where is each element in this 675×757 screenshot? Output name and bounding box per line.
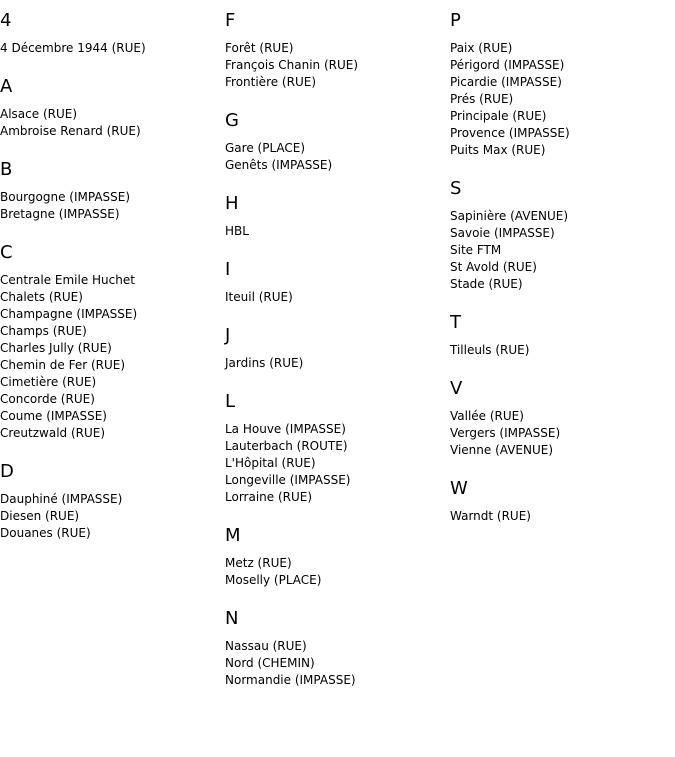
street-name: Lauterbach (ROUTE) xyxy=(225,439,348,453)
street-name: Normandie (IMPASSE) xyxy=(225,673,356,687)
street-list xyxy=(0,40,225,57)
street-name: Puits Max (RUE) xyxy=(450,143,546,157)
street-name: Creutzwald (RUE) xyxy=(0,426,106,440)
street-name: Lorraine (RUE) xyxy=(225,490,313,504)
street-list xyxy=(225,289,450,306)
letter-group xyxy=(450,9,675,159)
index-column xyxy=(0,9,225,560)
street-name: Bourgogne (IMPASSE) xyxy=(0,190,131,204)
letter-group xyxy=(225,258,450,306)
street-list xyxy=(225,40,450,91)
letter-group xyxy=(450,377,675,459)
letter-group xyxy=(0,75,225,140)
street-name: St Avold (RUE) xyxy=(450,260,537,274)
letter-heading: B xyxy=(0,159,13,180)
letter-group xyxy=(450,477,675,525)
letter-heading: F xyxy=(225,10,236,31)
street-name: Périgord (IMPASSE) xyxy=(450,58,565,72)
street-name: Chalets (RUE) xyxy=(0,290,83,304)
street-name: Prés (RUE) xyxy=(450,92,514,106)
street-name: Bretagne (IMPASSE) xyxy=(0,207,120,221)
street-name: Nord (CHEMIN) xyxy=(225,656,315,670)
street-name: Coume (IMPASSE) xyxy=(0,409,107,423)
letter-heading: L xyxy=(225,391,236,412)
street-name: Cimetière (RUE) xyxy=(0,375,97,389)
street-name: Dauphiné (IMPASSE) xyxy=(0,492,123,506)
letter-heading: N xyxy=(225,608,239,629)
street-name: Gare (PLACE) xyxy=(225,141,306,155)
street-name: Frontière (RUE) xyxy=(225,75,317,89)
street-name: Vallée (RUE) xyxy=(450,409,524,423)
street-name: Vergers (IMPASSE) xyxy=(450,426,561,440)
letter-group xyxy=(225,524,450,589)
street-name: Charles Jully (RUE) xyxy=(0,341,112,355)
letter-heading: P xyxy=(450,10,461,31)
street-list xyxy=(225,140,450,174)
letter-group xyxy=(225,607,450,689)
street-name: Provence (IMPASSE) xyxy=(450,126,570,140)
street-name: La Houve (IMPASSE) xyxy=(225,422,346,436)
street-name: Iteuil (RUE) xyxy=(225,290,293,304)
street-list xyxy=(450,208,675,293)
street-name: Longeville (IMPASSE) xyxy=(225,473,351,487)
street-list xyxy=(225,638,450,689)
street-name: Stade (RUE) xyxy=(450,277,523,291)
letter-group xyxy=(225,109,450,174)
letter-group xyxy=(225,324,450,372)
street-name: Metz (RUE) xyxy=(225,556,292,570)
street-name: Picardie (IMPASSE) xyxy=(450,75,562,89)
street-name: François Chanin (RUE) xyxy=(225,58,359,72)
street-list xyxy=(450,40,675,159)
street-name: Concorde (RUE) xyxy=(0,392,95,406)
street-list xyxy=(0,491,225,542)
index-column xyxy=(225,9,450,707)
street-list xyxy=(450,508,675,525)
letter-heading: I xyxy=(225,259,231,280)
letter-heading: A xyxy=(0,76,13,97)
street-name: Nassau (RUE) xyxy=(225,639,307,653)
street-name: Paix (RUE) xyxy=(450,41,513,55)
street-list xyxy=(0,189,225,223)
street-list xyxy=(0,272,225,442)
street-name: Champagne (IMPASSE) xyxy=(0,307,138,321)
street-name: Forêt (RUE) xyxy=(225,41,294,55)
street-name: Vienne (AVENUE) xyxy=(450,443,554,457)
street-name: Douanes (RUE) xyxy=(0,526,91,540)
street-list xyxy=(225,555,450,589)
letter-heading: 4 xyxy=(0,10,12,31)
letter-heading: V xyxy=(450,378,463,399)
letter-group xyxy=(450,311,675,359)
street-name: Ambroise Renard (RUE) xyxy=(0,124,141,138)
letter-heading: D xyxy=(0,461,14,482)
letter-group xyxy=(0,460,225,542)
street-list xyxy=(225,223,450,240)
street-name: Diesen (RUE) xyxy=(0,509,80,523)
street-list xyxy=(225,355,450,372)
street-name: L'Hôpital (RUE) xyxy=(225,456,316,470)
letter-heading: G xyxy=(225,110,239,131)
letter-group xyxy=(225,390,450,506)
street-name: Tilleuls (RUE) xyxy=(450,343,530,357)
letter-heading: T xyxy=(450,312,461,333)
street-name: Genêts (IMPASSE) xyxy=(225,158,333,172)
street-name: 4 Décembre 1944 (RUE) xyxy=(0,41,146,55)
letter-group xyxy=(0,9,225,57)
letter-heading: M xyxy=(225,525,241,546)
letter-group xyxy=(0,158,225,223)
letter-heading: S xyxy=(450,178,462,199)
street-name: Centrale Emile Huchet xyxy=(0,273,135,287)
street-name: Sapinière (AVENUE) xyxy=(450,209,569,223)
letter-group xyxy=(0,241,225,442)
letter-heading: J xyxy=(225,325,231,346)
street-name: HBL xyxy=(225,224,249,238)
letter-heading: H xyxy=(225,193,239,214)
street-name: Site FTM xyxy=(450,243,502,257)
street-list xyxy=(225,421,450,506)
street-list xyxy=(0,106,225,140)
street-name: Moselly (PLACE) xyxy=(225,573,322,587)
street-name: Champs (RUE) xyxy=(0,324,87,338)
street-name: Principale (RUE) xyxy=(450,109,547,123)
letter-group xyxy=(450,177,675,293)
street-list xyxy=(450,342,675,359)
letter-heading: C xyxy=(0,242,13,263)
street-name: Savoie (IMPASSE) xyxy=(450,226,555,240)
index-column xyxy=(450,9,675,543)
street-name: Jardins (RUE) xyxy=(225,356,304,370)
street-name: Chemin de Fer (RUE) xyxy=(0,358,126,372)
letter-group xyxy=(225,9,450,91)
letter-group xyxy=(225,192,450,240)
letter-heading: W xyxy=(450,478,468,499)
street-name: Warndt (RUE) xyxy=(450,509,531,523)
street-name: Alsace (RUE) xyxy=(0,107,78,121)
street-list xyxy=(450,408,675,459)
